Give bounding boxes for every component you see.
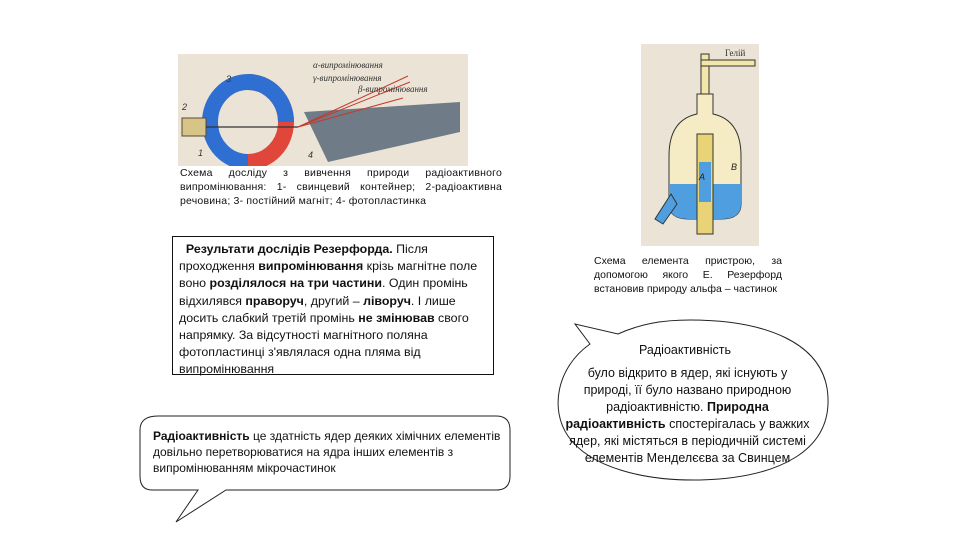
cloud-text: було відкрито в ядер, які існують у природі, її було названо природною радіоактивністю. Природна радіоактивність спостерігалась у важких ядер, які містяться в періодичній системі елементів Менделєєва за Свинцем [565,366,810,465]
num-2: 2 [182,102,188,112]
num-3: 3 [226,74,232,84]
cloud-title: Радіоактивність [639,343,731,357]
experiment-figure [178,54,468,166]
beta-label: β-випромінювання [358,84,428,94]
gamma-label: γ-випромінювання [313,73,382,83]
label-b: B [731,162,738,172]
apparatus-diagram [641,44,759,246]
helium-label: Гелій [725,48,746,58]
definition-term: Радіоактивність [153,429,250,443]
magnet-diagram [178,54,468,166]
magnet-blue-pole [210,82,248,162]
figure2-caption: Схема елемента пристрою, за допомогою якого Е. Резерфорд встановив природу альфа – частинок [594,255,782,295]
definition-text: Радіоактивність це здатність ядер деяких хімічних елементів довільно перетворюватися на ядра інших елементів з випромінюванням мікрочастинок [153,429,501,475]
results-box: Результати дослідів Резерфорда. Після проходження випромінювання крізь магнітне поле воно розділялося на три частини. Один промінь відхилявся праворуч, другий – ліворуч. І лише досить слабкий третій промінь не змінював свого напрямку. За відсутності магнітного поляна фотопластинці з'являлася одна пляма від випромінювання [172,236,494,375]
results-title: Результати дослідів Резерфорда. [185,242,393,256]
lead-container [182,118,206,136]
apparatus-figure [641,44,759,246]
photoplate [304,102,460,162]
label-a: A [699,172,706,182]
alpha-label: α-випромінювання [313,60,383,70]
num-4: 4 [308,150,314,160]
figure1-caption: Схема досліду з вивчення природи радіоактивного випромінювання: 1- свинцевий контейнер; 2-радіоактивна речовина; 3- постійний магніт; 4- фотопластинка [180,167,502,207]
num-1: 1 [198,148,204,158]
